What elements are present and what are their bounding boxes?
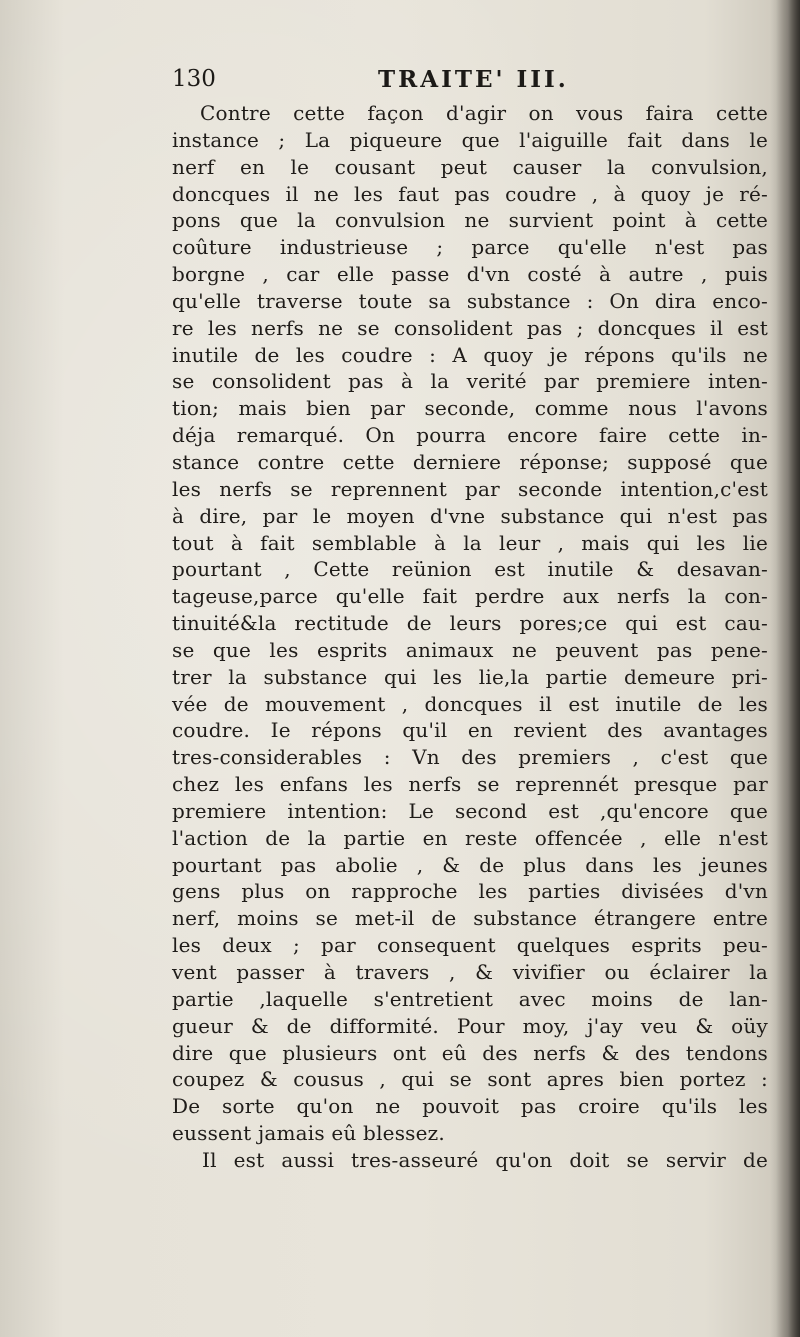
- page-binding-shadow: [770, 0, 800, 1337]
- text-line: vent passer à travers , & vivifier ou éclairer la: [172, 960, 768, 984]
- text-line: gens plus on rapproche les parties divisées d'vn: [172, 879, 768, 904]
- text-line: partie ,laquelle s'entretient avec moins de lan-: [172, 986, 768, 1011]
- text-line: nerf en le cousant peut causer la convulsion,: [172, 154, 768, 179]
- page-number: 130: [172, 66, 216, 92]
- text-line: coupez & cousus , qui se sont apres bien portez :: [172, 1067, 768, 1092]
- text-line: borgne , car elle passe d'vn costé à autre , puis: [172, 262, 768, 287]
- text-line: tion; mais bien par seconde, comme nous l'avons: [172, 396, 768, 421]
- text-line: coudre. Ie répons qu'il en revient des avantages: [172, 718, 768, 743]
- text-line: dire que plusieurs ont eû des nerfs & des tendons: [172, 1040, 768, 1065]
- text-line: doncques il ne les faut pas coudre , à quoy je ré-: [172, 181, 768, 206]
- text-line: les nerfs se reprennent par seconde intention,c'est: [172, 476, 768, 501]
- text-line: déja remarqué. On pourra encore faire cette in-: [172, 423, 768, 448]
- text-line: se que les esprits animaux ne peuvent pas pene-: [172, 637, 768, 662]
- page-header: [172, 66, 792, 98]
- text-line: stance contre cette derniere réponse; supposé que: [172, 449, 768, 474]
- body-text: [172, 100, 768, 1174]
- text-line: qu'elle traverse toute sa substance : On dira enco-: [172, 288, 768, 313]
- text-line: trer la substance qui les lie,la partie demeure pri-: [172, 664, 768, 689]
- text-line: re les nerfs ne se consolident pas ; doncques il est: [172, 315, 768, 340]
- text-line: vée de mouvement , doncques il est inutile de les: [172, 691, 768, 716]
- text-line: eussent jamais eû blessez.: [172, 1121, 445, 1146]
- text-line: tres-considerables : Vn des premiers , c'est que: [172, 745, 768, 770]
- text-line: instance ; La piqueure que l'aiguille fait dans le: [172, 127, 768, 152]
- text-line: tinuité&la rectitude de leurs pores;ce qui est cau-: [172, 611, 768, 636]
- text-line: pourtant pas abolie , & de plus dans les jeunes: [172, 852, 768, 877]
- text-line: nerf, moins se met-il de substance étrangere entre: [172, 906, 768, 931]
- text-line: les deux ; par consequent quelques esprits peu-: [172, 933, 768, 958]
- running-title: TRAITE' III.: [378, 66, 569, 93]
- text-line: se consolident pas à la verité par premiere inten-: [172, 369, 768, 394]
- text-line: premiere intention: Le second est ,qu'encore que: [172, 798, 768, 823]
- text-line: l'action de la partie en reste offencée , elle n'est: [172, 825, 768, 850]
- text-line: à dire, par le moyen d'vne substance qui n'est pas: [172, 503, 768, 528]
- text-line: gueur & de difformité. Pour moy, j'ay veu & oüy: [172, 1013, 768, 1038]
- text-line: Contre cette façon d'agir on vous faira cette: [200, 101, 768, 125]
- text-line: De sorte qu'on ne pouvoit pas croire qu'ils les: [172, 1094, 768, 1119]
- text-line: tout à fait semblable à la leur , mais qui les lie: [172, 530, 768, 555]
- text-line: pons que la convulsion ne survient point à cette: [172, 208, 768, 233]
- text-line: Il est aussi tres-asseuré qu'on doit se servir de: [202, 1147, 768, 1172]
- text-line: pourtant , Cette reünion est inutile & desavan-: [172, 557, 768, 582]
- text-line: coûture industrieuse ; parce qu'elle n'est pas: [172, 235, 768, 260]
- text-line: tageuse,parce qu'elle fait perdre aux nerfs la con-: [172, 584, 768, 609]
- text-line: inutile de les coudre : A quoy je répons qu'ils ne: [172, 342, 768, 367]
- text-line: chez les enfans les nerfs se reprennét presque par: [172, 772, 768, 797]
